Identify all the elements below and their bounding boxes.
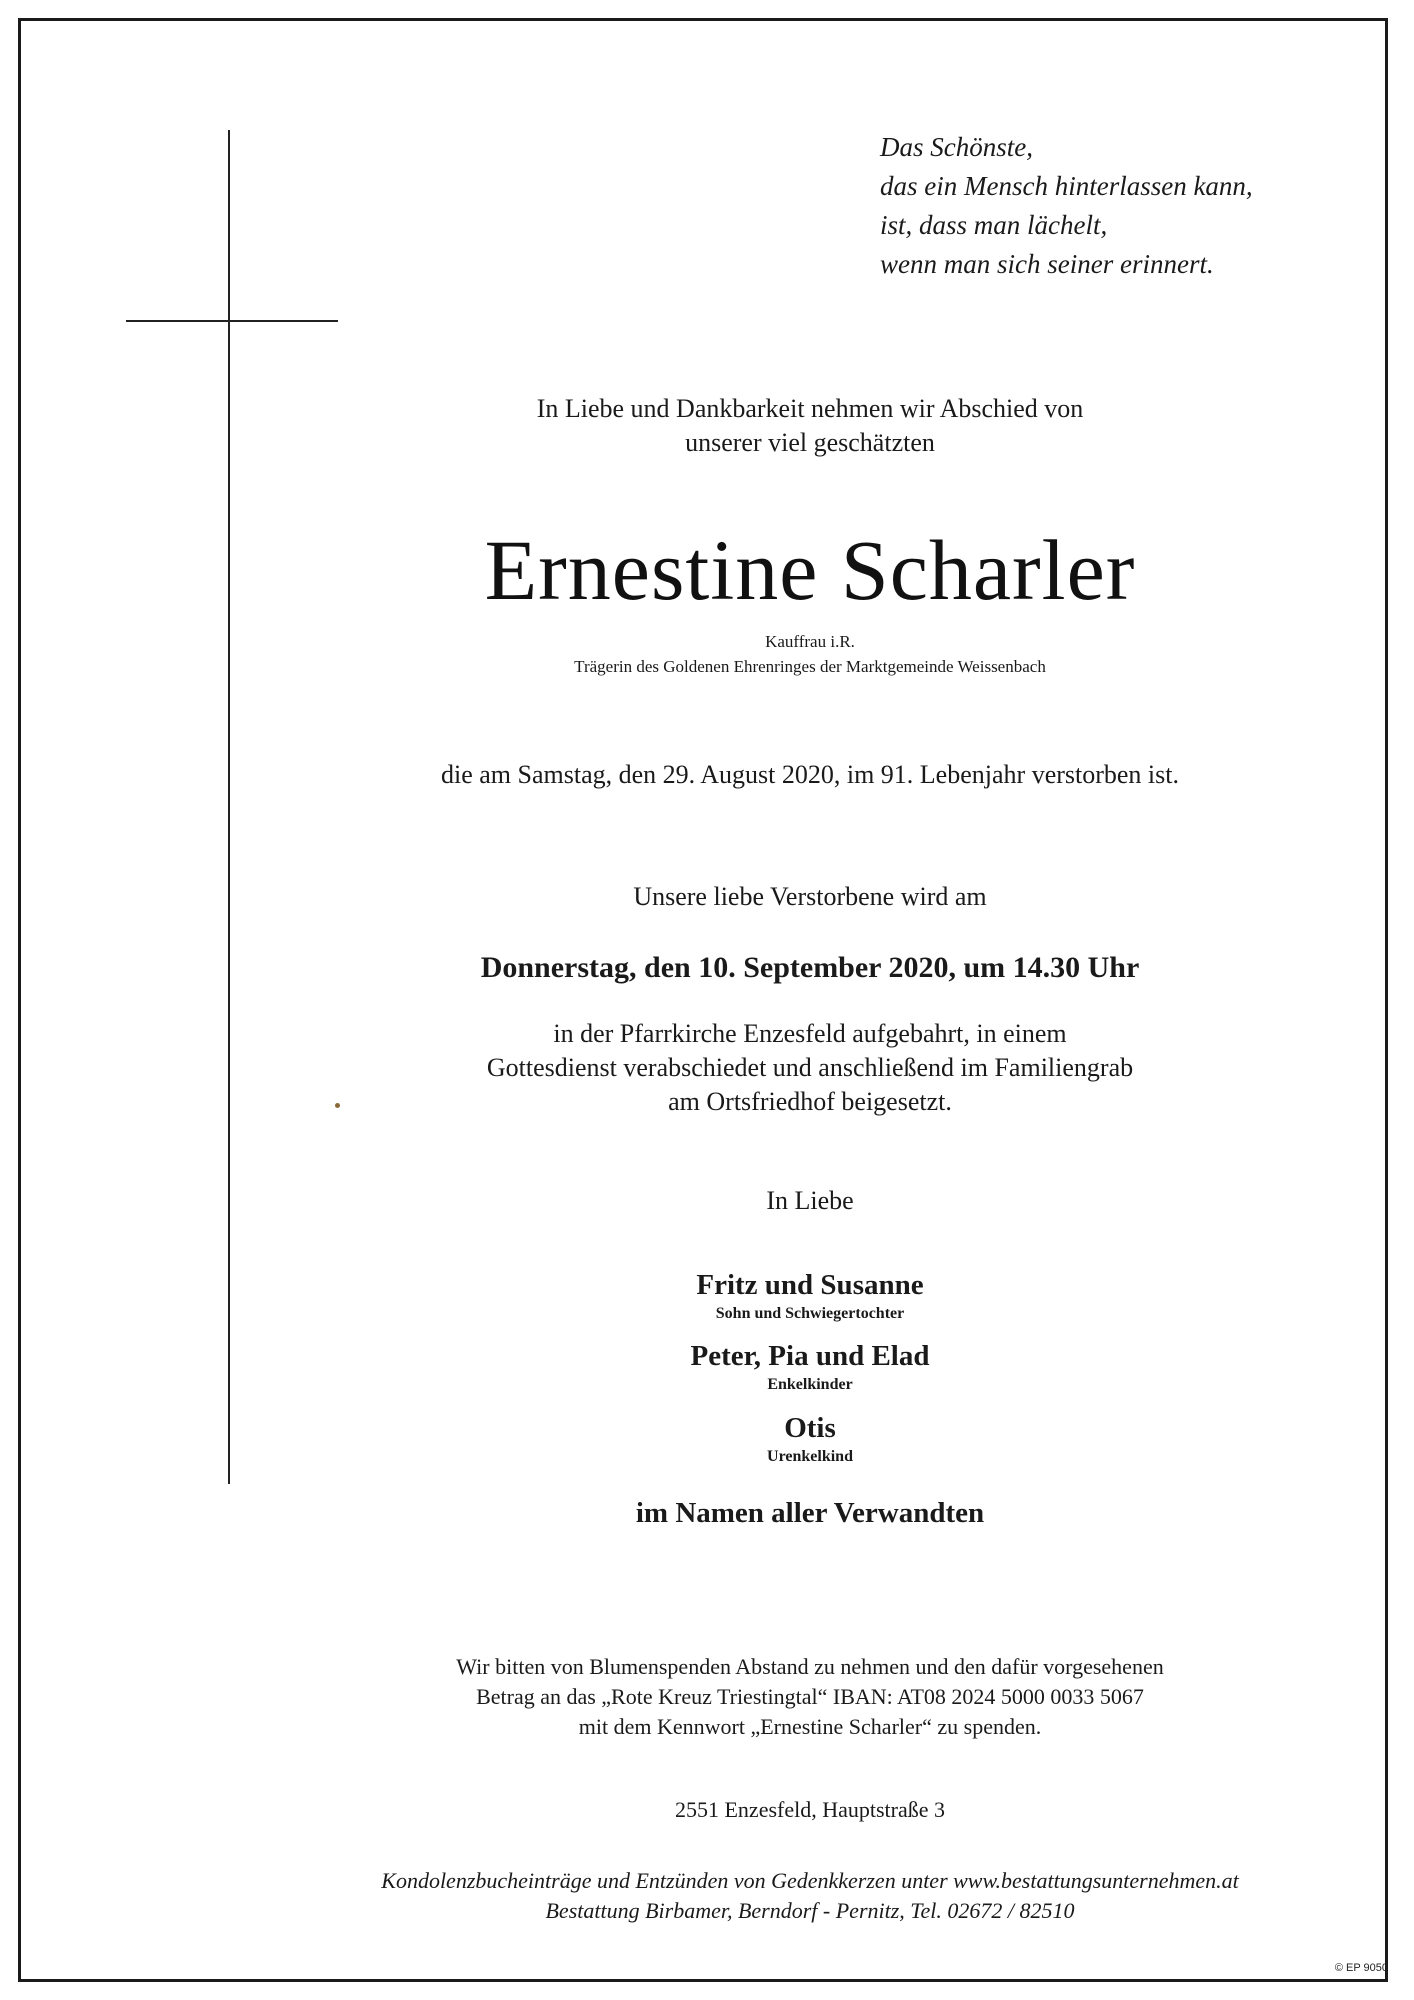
deceased-honor: Trägerin des Goldenen Ehrenringes der Marktgemeinde Weissenbach <box>574 657 1046 676</box>
relative-entry <box>340 1338 1280 1396</box>
footer <box>340 1866 1280 1926</box>
poem-line: das ein Mensch hinterlassen kann, <box>880 171 1253 201</box>
funeral-place-line: Gottesdienst verabschiedet und anschließend im Familiengrab <box>486 1053 1134 1082</box>
relative-entry <box>340 1267 1280 1325</box>
footer-line: Bestattung Birbamer, Berndorf - Pernitz, Tel. 02672 / 82510 <box>545 1898 1075 1923</box>
relative-name: Fritz und Susanne <box>696 1269 924 1301</box>
relative-role: Sohn und Schwiegertochter <box>715 1305 905 1322</box>
cross-horizontal-bar <box>126 320 338 322</box>
relative-name: Otis <box>784 1412 836 1444</box>
poem-line: wenn man sich seiner erinnert. <box>880 249 1214 279</box>
relative-entry <box>340 1410 1280 1468</box>
deceased-occupation: Kauffrau i.R. <box>765 632 855 651</box>
relative-role: Enkelkinder <box>767 1376 853 1393</box>
relative-role: Urenkelkind <box>767 1448 853 1465</box>
funeral-intro: Unsere liebe Verstorbene wird am <box>633 882 987 911</box>
death-notice: die am Samstag, den 29. August 2020, im 91. Lebenjahr verstorben ist. <box>441 760 1179 789</box>
poem-line: ist, dass man lächelt, <box>880 210 1108 240</box>
relatives-all: im Namen aller Verwandten <box>635 1497 985 1529</box>
donation-line: Wir bitten von Blumenspenden Abstand zu nehmen und den dafür vorgesehenen <box>456 1654 1164 1679</box>
poem <box>880 128 1300 284</box>
cross-vertical-bar <box>228 130 230 1484</box>
donation-line: Betrag an das „Rote Kreuz Triestingtal“ IBAN: AT08 2024 5000 0033 5067 <box>476 1684 1144 1709</box>
donation-line: mit dem Kennwort „Ernestine Scharler“ zu spenden. <box>578 1714 1042 1739</box>
intro-line: In Liebe und Dankbarkeit nehmen wir Abschied von <box>536 394 1084 423</box>
document-code: © EP 9050 <box>1334 1962 1388 1974</box>
closing-phrase: In Liebe <box>766 1186 854 1215</box>
relative-name: Peter, Pia und Elad <box>690 1340 930 1372</box>
funeral-date: Donnerstag, den 10. September 2020, um 14.30 Uhr <box>480 951 1140 984</box>
address: 2551 Enzesfeld, Hauptstraße 3 <box>674 1797 946 1822</box>
intro-line: unserer viel geschätzten <box>685 428 935 457</box>
funeral-place-line: in der Pfarrkirche Enzesfeld aufgebahrt, in einem <box>553 1019 1067 1048</box>
intro-text <box>340 392 1280 460</box>
funeral-place-line: am Ortsfriedhof beigesetzt. <box>668 1087 952 1116</box>
footer-line: Kondolenzbucheinträge und Entzünden von Gedenkkerzen unter www.bestattungsunternehmen.at <box>381 1868 1239 1893</box>
deceased-name: Ernestine Scharler <box>484 522 1136 618</box>
poem-line: Das Schönste, <box>880 132 1033 162</box>
funeral-place <box>340 1017 1280 1119</box>
donation-note <box>340 1652 1280 1742</box>
